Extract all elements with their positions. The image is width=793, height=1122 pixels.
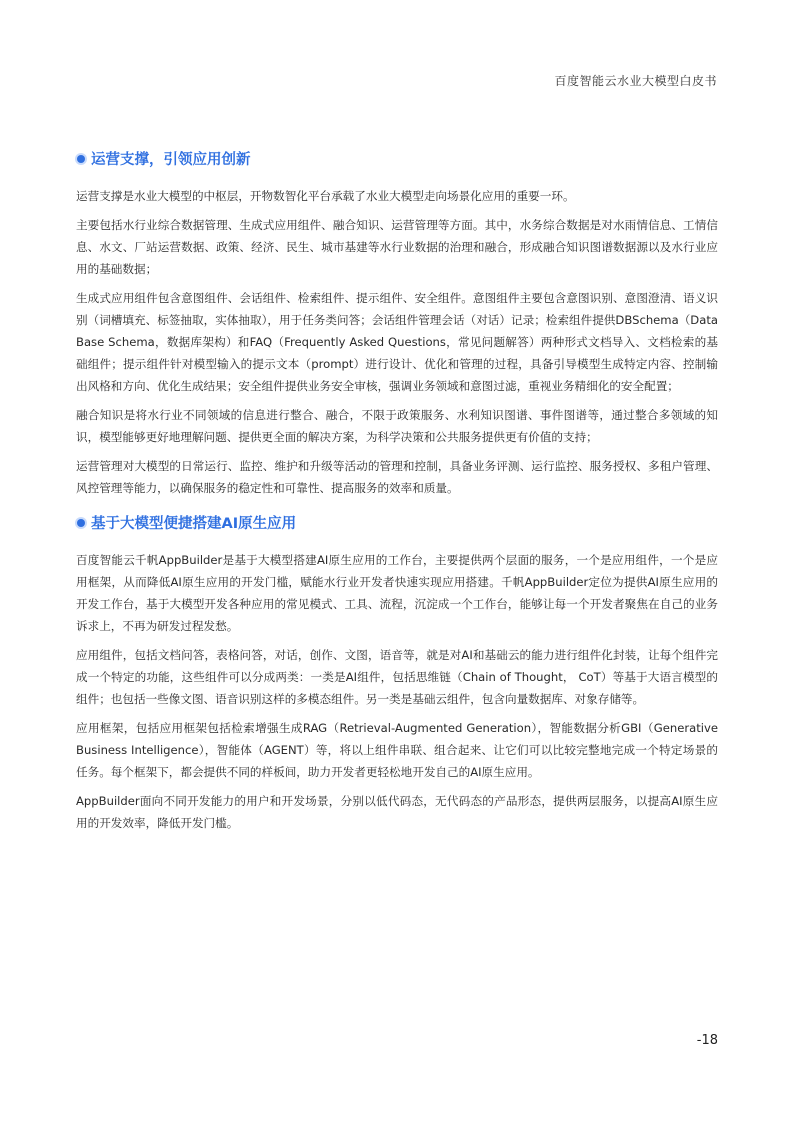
paragraph: 融合知识是将水行业不同领域的信息进行整合、融合，不限于政策服务、水利知识图谱、事件图谱等，通过整合多领域的知识，模型能够更好地理解问题、提供更全面的解决方案，为科学决策和公共服务提供更有价值的支持； (76, 408, 718, 444)
section-heading (76, 148, 718, 169)
paragraph: 应用框架，包括应用框架包括检索增强生成RAG（Retrieval-Augmented Generation），智能数据分析GBI（Generative Business Intelligence），智能体（AGENT）等，将以上组件串联、组合起来、让它们可以比较完整地完成一个特定场景的任务。每个框架下，都会提供不同的样板间，助力开发者更轻松地开发自己的AI原生应用。 (76, 721, 718, 779)
bullet-dot-icon (77, 155, 85, 163)
paragraph: 运营支撑是水业大模型的中枢层，开物数智化平台承载了水业大模型走向场景化应用的重要一环。 (76, 189, 575, 203)
section-heading-text: 运营支撑，引领应用创新 (91, 152, 251, 168)
bullet-dot-icon (77, 519, 85, 527)
page-number: -18 (696, 1033, 718, 1048)
page-content (76, 138, 718, 841)
paragraph: 百度智能云千帆AppBuilder是基于大模型搭建AI原生应用的工作台，主要提供两个层面的服务，一个是应用组件，一个是应用框架，从而降低AI原生应用的开发门槛，赋能水行业开发者快速实现应用搭建。千帆AppBuilder定位为提供AI原生应用的开发工作台，基于大模型开发各种应用的常见模式、工具、流程，沉淀成一个工作台，能够让每一个开发者聚焦在自己的业务诉求上，不再为研发过程发愁。 (76, 553, 718, 633)
paragraph: 应用组件，包括文档问答，表格问答，对话，创作、文图，语音等，就是对AI和基础云的能力进行组件化封装，让每个组件完成一个特定的功能，这些组件可以分成两类：一类是AI组件，包括思维链（Chain of Thought， CoT）等基于大语言模型的组件；也包括一些像文图、语音识别这样的多模态组件。另一类是基础云组件，包含向量数据库、对象存储等。 (76, 648, 718, 706)
section-heading (76, 512, 718, 533)
paragraph: 运营管理对大模型的日常运行、监控、维护和升级等活动的管理和控制，具备业务评测、运行监控、服务授权、多租户管理、风控管理等能力，以确保服务的稳定性和可靠性、提高服务的效率和质量。 (76, 459, 718, 495)
paragraph: 生成式应用组件包含意图组件、会话组件、检索组件、提示组件、安全组件。意图组件主要包含意图识别、意图澄清、语义识别（词槽填充、标签抽取，实体抽取），用于任务类问答；会话组件管理会话（对话）记录；检索组件提供DBSchema（Data Base Schema，数据库架构）和FAQ（Frequently Asked Questions，常见问题解答）两种形式文档导入、文档检索的基础组件；提示组件针对模型输入的提示文本（prompt）进行设计、优化和管理的过程，具备引导模型生成特定内容、控制输出风格和方向、优化生成结果；安全组件提供业务安全审核，强调业务领域和意图过滤，重视业务精细化的安全配置； (76, 291, 718, 393)
paragraph: AppBuilder面向不同开发能力的用户和开发场景，分别以低代码态，无代码态的产品形态，提供两层服务，以提高AI原生应用的开发效率，降低开发门槛。 (76, 794, 718, 830)
section-heading-text: 基于大模型便捷搭建AI原生应用 (91, 516, 297, 532)
running-header: 百度智能云水业大模型白皮书 (554, 74, 717, 88)
paragraph: 主要包括水行业综合数据管理、生成式应用组件、融合知识、运营管理等方面。其中，水务综合数据是对水雨情信息、工情信息、水文、厂站运营数据、政策、经济、民生、城市基建等水行业数据的治理和融合，形成融合知识图谱数据源以及水行业应用的基础数据； (76, 218, 718, 276)
